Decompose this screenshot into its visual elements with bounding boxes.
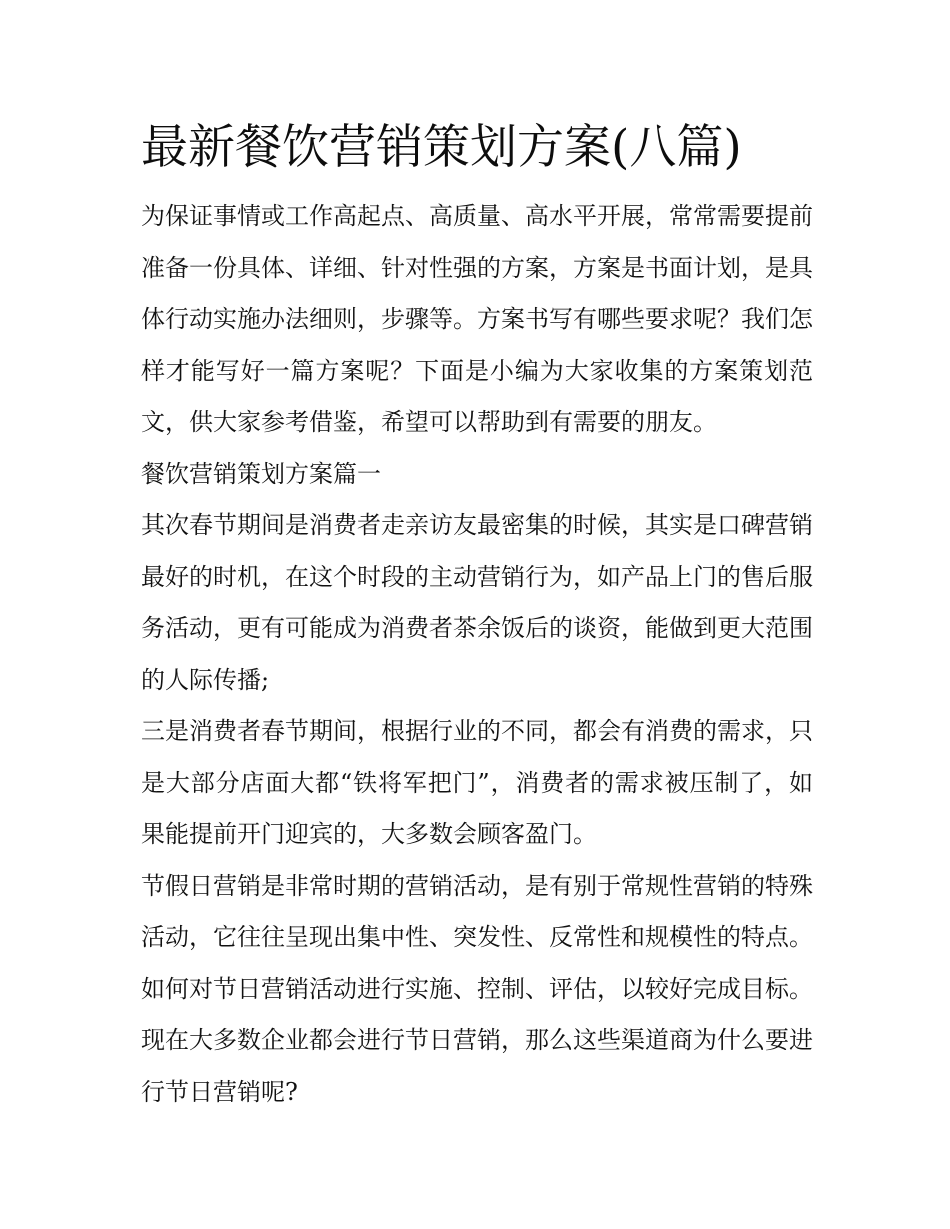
document-body <box>141 118 813 1118</box>
body-paragraph-3: 节假日营销是非常时期的营销活动，是有别于常规性营销的特殊活动，它往往呈现出集中性、突发性、反常性和规模性的特点。如何对节日营销活动进行实施、控制、评估，以较好完成目标。现在大多数企业都会进行节日营销，那么这些渠道商为什么要进行节日营销呢? <box>141 871 813 1106</box>
body-paragraph-1: 其次春节期间是消费者走亲访友最密集的时候，其实是口碑营销最好的时机，在这个时段的主动营销行为，如产品上门的售后服务活动，更有可能成为消费者茶余饭后的谈资，能做到更大范围的人际传播; <box>141 511 813 694</box>
body-paragraph-2: 三是消费者春节期间，根据行业的不同，都会有消费的需求，只是大部分店面大都“铁将军把门”，消费者的需求被压制了，如果能提前开门迎宾的，大多数会顾客盈门。 <box>141 717 813 848</box>
section-heading: 餐饮营销策划方案篇一 <box>141 459 381 488</box>
intro-paragraph: 为保证事情或工作高起点、高质量、高水平开展，常常需要提前准备一份具体、详细、针对性强的方案，方案是书面计划，是具体行动实施办法细则，步骤等。方案书写有哪些要求呢？我们怎样才能写好一篇方案呢？下面是小编为大家收集的方案策划范文，供大家参考借鉴，希望可以帮助到有需要的朋友。 <box>141 202 813 436</box>
document-title: 最新餐饮营销策划方案(八篇) <box>141 120 742 175</box>
